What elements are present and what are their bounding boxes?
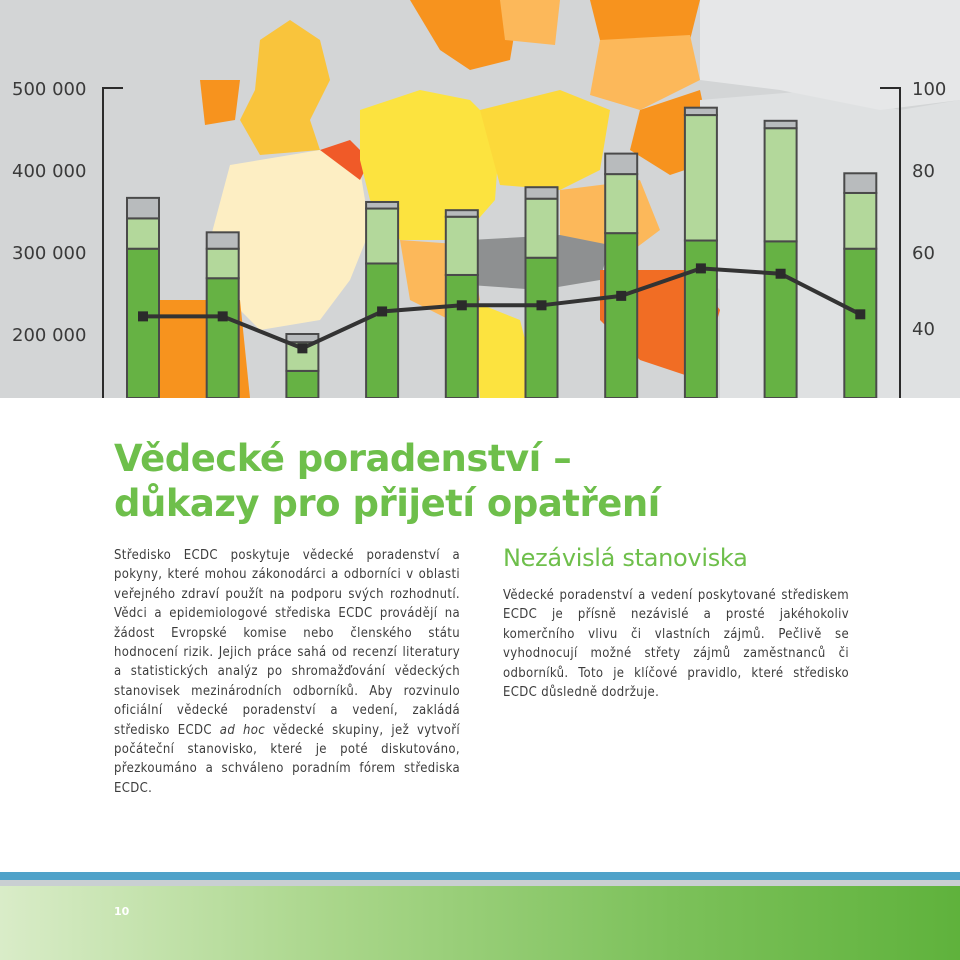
bar-dark-green-7 — [605, 233, 637, 398]
bar-light-green-5 — [446, 217, 478, 275]
bar-light-green-10 — [844, 193, 876, 249]
page-title-line-2: důkazy pro přijetí opatření — [114, 482, 660, 525]
chart-svg — [0, 0, 960, 398]
bar-dark-green-3 — [286, 371, 318, 398]
bar-gray-10 — [844, 173, 876, 193]
line-marker-8 — [696, 263, 706, 273]
bar-dark-green-6 — [526, 258, 558, 398]
bar-light-green-4 — [366, 209, 398, 264]
bar-dark-green-9 — [765, 241, 797, 398]
bar-dark-green-5 — [446, 275, 478, 398]
left-text-italic: ad hoc — [219, 722, 266, 738]
line-marker-3 — [297, 343, 307, 353]
bar-gray-9 — [765, 121, 797, 128]
bar-light-green-9 — [765, 128, 797, 241]
left-tick-label: 300 000 — [12, 243, 87, 264]
page-title-line-1: Vědecké poradenství – — [114, 437, 572, 480]
bar-light-green-7 — [605, 174, 637, 233]
line-marker-9 — [776, 269, 786, 279]
left-text-part-2: vědecké skupiny, jež vytvoří počáteční stanovisko, které je poté diskutováno, přezkoumáno a schváleno poradním fórem střediska ECDC. — [114, 722, 460, 796]
page-number: 10 — [114, 905, 130, 918]
right-tick-label: 60 — [912, 243, 935, 264]
line-marker-10 — [855, 309, 865, 319]
left-paragraph — [114, 546, 460, 798]
page-title — [114, 436, 660, 526]
footer-stripe-blue — [0, 872, 960, 880]
bar-gray-2 — [207, 232, 239, 248]
bar-gray-8 — [685, 108, 717, 115]
footer-band — [0, 886, 960, 960]
line-marker-5 — [457, 300, 467, 310]
bar-dark-green-1 — [127, 249, 159, 398]
line-marker-2 — [218, 311, 228, 321]
right-tick-label: 40 — [912, 319, 935, 340]
bar-light-green-8 — [685, 115, 717, 240]
bar-light-green-6 — [526, 199, 558, 258]
bar-dark-green-4 — [366, 263, 398, 398]
bar-light-green-1 — [127, 218, 159, 248]
left-tick-label: 500 000 — [12, 79, 87, 100]
right-column — [503, 544, 849, 702]
bar-dark-green-10 — [844, 249, 876, 398]
bar-dark-green-2 — [207, 278, 239, 398]
bar-light-green-2 — [207, 249, 239, 279]
line-marker-1 — [138, 311, 148, 321]
right-tick-label: 100 — [912, 79, 947, 100]
section-heading: Nezávislá stanoviska — [503, 544, 748, 572]
bar-gray-4 — [366, 202, 398, 209]
bar-gray-5 — [446, 210, 478, 217]
bar-gray-1 — [127, 198, 159, 219]
right-tick-label: 80 — [912, 161, 935, 182]
bar-gray-7 — [605, 154, 637, 175]
bar-gray-6 — [526, 187, 558, 198]
line-marker-4 — [377, 306, 387, 316]
left-tick-label: 400 000 — [12, 161, 87, 182]
right-paragraph: Vědecké poradenství a vedení poskytované střediskem ECDC je přísně nezávislé a prosté jakéhokoliv komerčního vlivu či vlastních zájmů. Pečlivě se vyhodnocují možné střety zájmů zaměstnanců či odborníků. Toto je klíčové pravidlo, které středisko ECDC důsledně dodržuje. — [503, 588, 849, 701]
hero-chart-over-map — [0, 0, 960, 398]
left-text-part-1: Středisko ECDC poskytuje vědecké poradenství a pokyny, které mohou zákonodárci a odborníci v oblasti veřejného zdraví použít na podporu svých rozhodnutí. Vědci a epidemiologové střediska ECDC provádějí na žádost Evropské komise nebo členského státu hodnocení rizik. Jejich práce sahá od recenzí literatury a statistických analýz po shromažďování vědeckých stanovisek mezinárodních odborníků. Aby rozvinulo oficiální vědecké poradenství a vedení, zakládá středisko ECDC — [114, 548, 460, 738]
left-column — [114, 546, 460, 798]
left-tick-label: 200 000 — [12, 325, 87, 346]
line-marker-6 — [537, 300, 547, 310]
line-marker-7 — [616, 291, 626, 301]
